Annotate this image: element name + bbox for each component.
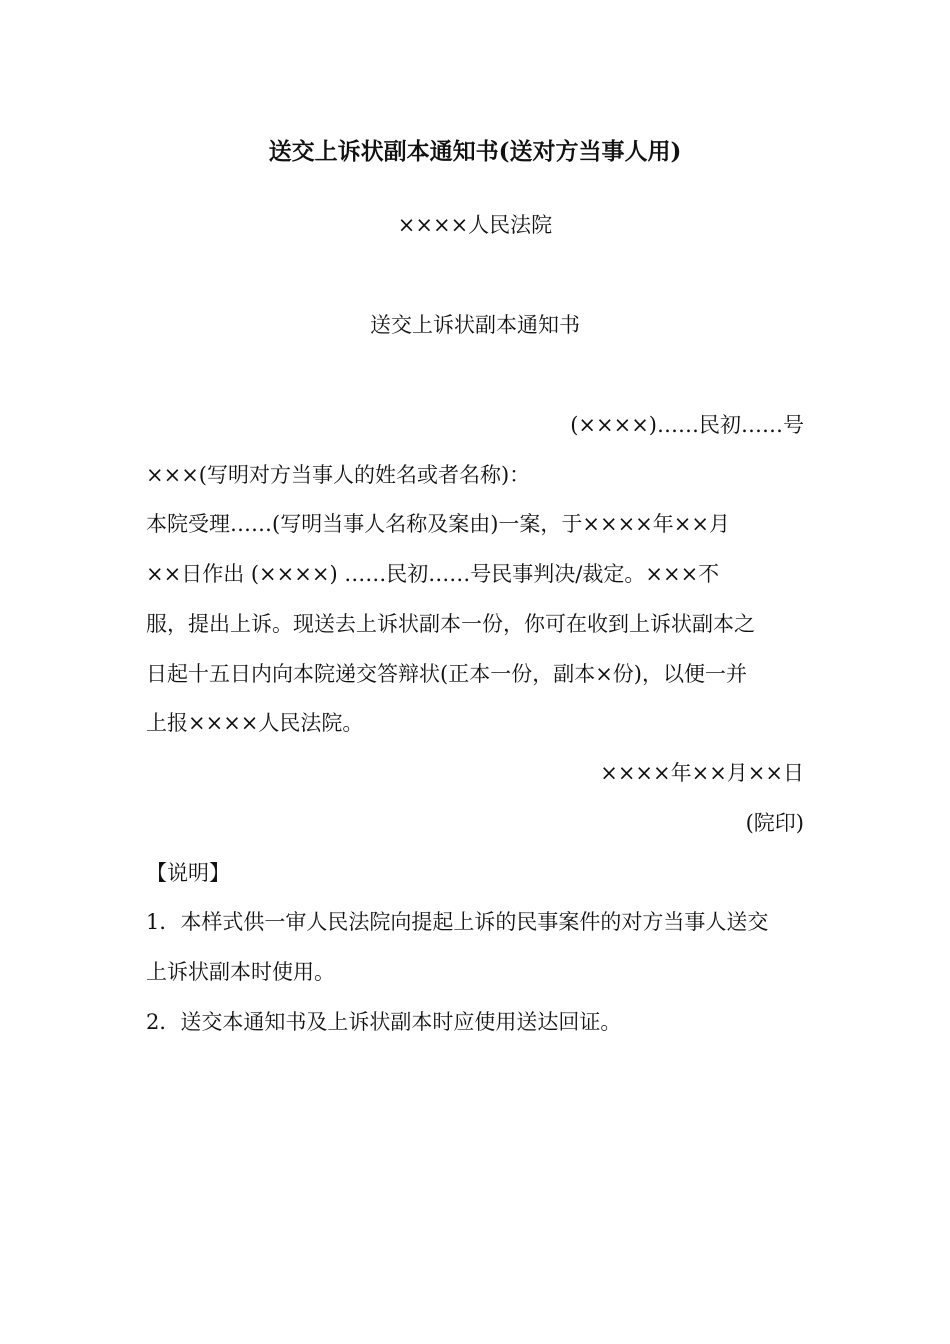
note-item: 上诉状副本时使用。 xyxy=(146,960,335,984)
court-seal: (院印) xyxy=(745,811,804,835)
body-line: 日起十五日内向本院递交答辩状(正本一份，副本×份)，以便一并 xyxy=(146,662,747,686)
body-line: 本院受理……(写明当事人名称及案由)一案，于××××年××月 xyxy=(146,512,730,536)
body-line: 上报××××人民法院。 xyxy=(146,711,364,735)
document-name: 送交上诉状副本通知书 xyxy=(370,313,580,337)
body-line: 服，提出上诉。现送去上诉状副本一份，你可在收到上诉状副本之 xyxy=(146,612,755,636)
issue-date: ××××年××月××日 xyxy=(600,761,804,785)
note-item: 1．本样式供一审人民法院向提起上诉的民事案件的对方当事人送交 xyxy=(146,910,769,934)
note-item: 2．送交本通知书及上诉状副本时应使用送达回证。 xyxy=(146,1010,622,1034)
case-number: (××××)……民初……号 xyxy=(570,413,804,437)
body-line: ××日作出 (××××) ……民初……号民事判决/裁定。×××不 xyxy=(146,562,720,586)
notes-heading: 【说明】 xyxy=(146,861,230,885)
court-name: ××××人民法院 xyxy=(397,213,553,237)
addressee: ×××(写明对方当事人的姓名或者名称)： xyxy=(146,463,531,487)
document-title: 送交上诉状副本通知书(送对方当事人用) xyxy=(268,138,682,165)
